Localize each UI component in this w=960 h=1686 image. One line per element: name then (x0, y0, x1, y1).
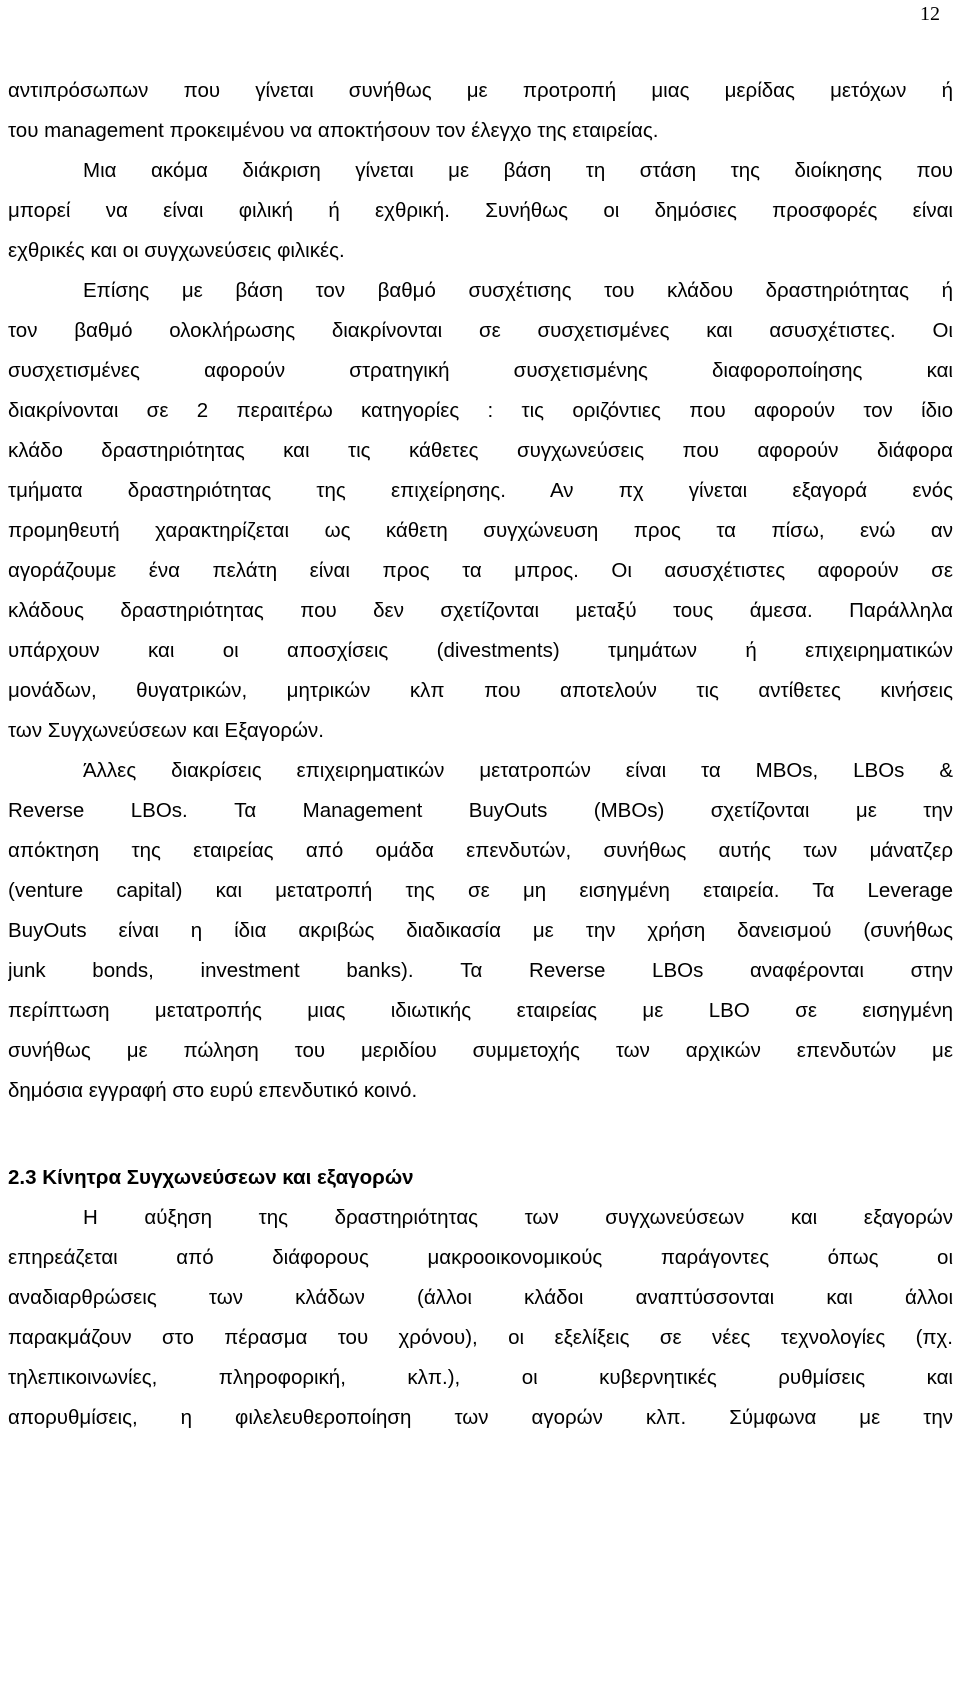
section-heading: 2.3 Κίνητρα Συγχωνεύσεων και εξαγορών (8, 1166, 414, 1189)
text-line: τον βαθμό ολοκλήρωσης διακρίνονται σε συσχετισμένες και ασυσχέτιστες. Οι (8, 319, 953, 342)
document-body (8, 71, 953, 1438)
text-line: των Συγχωνεύσεων και Εξαγορών. (8, 719, 324, 742)
text-line: κλάδο δραστηριότητας και τις κάθετες συγχωνεύσεις που αφορούν διάφορα (8, 439, 953, 462)
text-line: εχθρικές και οι συγχωνεύσεις φιλικές. (8, 239, 345, 262)
text-line: Μια ακόμα διάκριση γίνεται με βάση τη στάση της διοίκησης που (83, 159, 953, 182)
text-line: διακρίνονται σε 2 περαιτέρω κατηγορίες : τις οριζόντιες που αφορούν τον ίδιο (8, 399, 953, 422)
text-line: αναδιαρθρώσεις των κλάδων (άλλοι κλάδοι αναπτύσσονται και άλλοι (8, 1286, 953, 1309)
text-line: απορυθμίσεις, η φιλελευθεροποίηση των αγορών κλπ. Σύμφωνα με την (8, 1406, 953, 1429)
text-line: (venture capital) και μετατροπή της σε μη εισηγμένη εταιρεία. Τα Leverage (8, 879, 953, 902)
text-line: αγοράζουμε ένα πελάτη είναι προς τα μπρος. Οι ασυσχέτιστες αφορούν σε (8, 559, 953, 582)
text-line: Επίσης με βάση τον βαθμό συσχέτισης του κλάδου δραστηριότητας ή (83, 279, 953, 302)
text-line: επηρεάζεται από διάφορους μακροοικονομικούς παράγοντες όπως οι (8, 1246, 953, 1269)
text-line: μονάδων, θυγατρικών, μητρικών κλπ που αποτελούν τις αντίθετες κινήσεις (8, 679, 953, 702)
text-line: περίπτωση μετατροπής μιας ιδιωτικής εταιρείας με LBO σε εισηγμένη (8, 999, 953, 1022)
paragraph (8, 151, 953, 271)
text-line: προμηθευτή χαρακτηρίζεται ως κάθετη συγχώνευση προς τα πίσω, ενώ αν (8, 519, 953, 542)
text-line: Reverse LBOs. Τα Management BuyOuts (MBOs) σχετίζονται με την (8, 799, 953, 822)
text-line: κλάδους δραστηριότητας που δεν σχετίζονται μεταξύ τους άμεσα. Παράλληλα (8, 599, 953, 622)
text-line: συνήθως με πώληση του μεριδίου συμμετοχής των αρχικών επενδυτών με (8, 1039, 953, 1062)
text-line: τηλεπικοινωνίες, πληροφορική, κλπ.), οι κυβερνητικές ρυθμίσεις και (8, 1366, 953, 1389)
text-line: junk bonds, investment banks). Τα Reverse LBOs αναφέρονται στην (8, 959, 953, 982)
text-line: δημόσια εγγραφή στο ευρύ επενδυτικό κοινό. (8, 1079, 418, 1102)
page-number: 12 (920, 3, 940, 25)
paragraph (8, 71, 953, 151)
paragraph (8, 271, 953, 751)
paragraph (8, 751, 953, 1111)
text-line: υπάρχουν και οι αποσχίσεις (divestments) τμημάτων ή επιχειρηματικών (8, 639, 953, 662)
text-line: συσχετισμένες αφορούν στρατηγική συσχετισμένης διαφοροποίησης και (8, 359, 953, 382)
text-line: Η αύξηση της δραστηριότητας των συγχωνεύσεων και εξαγορών (83, 1206, 953, 1229)
text-line: του management προκειμένου να αποκτήσουν τον έλεγχο της εταιρείας. (8, 119, 659, 142)
text-line: Άλλες διακρίσεις επιχειρηματικών μετατροπών είναι τα MBOs, LBOs & (83, 759, 953, 782)
paragraph (8, 1198, 953, 1438)
text-line: απόκτηση της εταιρείας από ομάδα επενδυτών, συνήθως αυτής των μάνατζερ (8, 839, 953, 862)
text-line: BuyOuts είναι η ίδια ακριβώς διαδικασία με την χρήση δανεισμού (συνήθως (8, 919, 953, 942)
text-line: παρακμάζουν στο πέρασμα του χρόνου), οι εξελίξεις σε νέες τεχνολογίες (πχ. (8, 1326, 953, 1349)
text-line: μπορεί να είναι φιλική ή εχθρική. Συνήθως οι δημόσιες προσφορές είναι (8, 199, 953, 222)
section-spacer (8, 1111, 953, 1158)
text-line: αντιπρόσωπων που γίνεται συνήθως με προτροπή μιας μερίδας μετόχων ή (8, 79, 953, 102)
text-line: τμήματα δραστηριότητας της επιχείρησης. Αν πχ γίνεται εξαγορά ενός (8, 479, 953, 502)
